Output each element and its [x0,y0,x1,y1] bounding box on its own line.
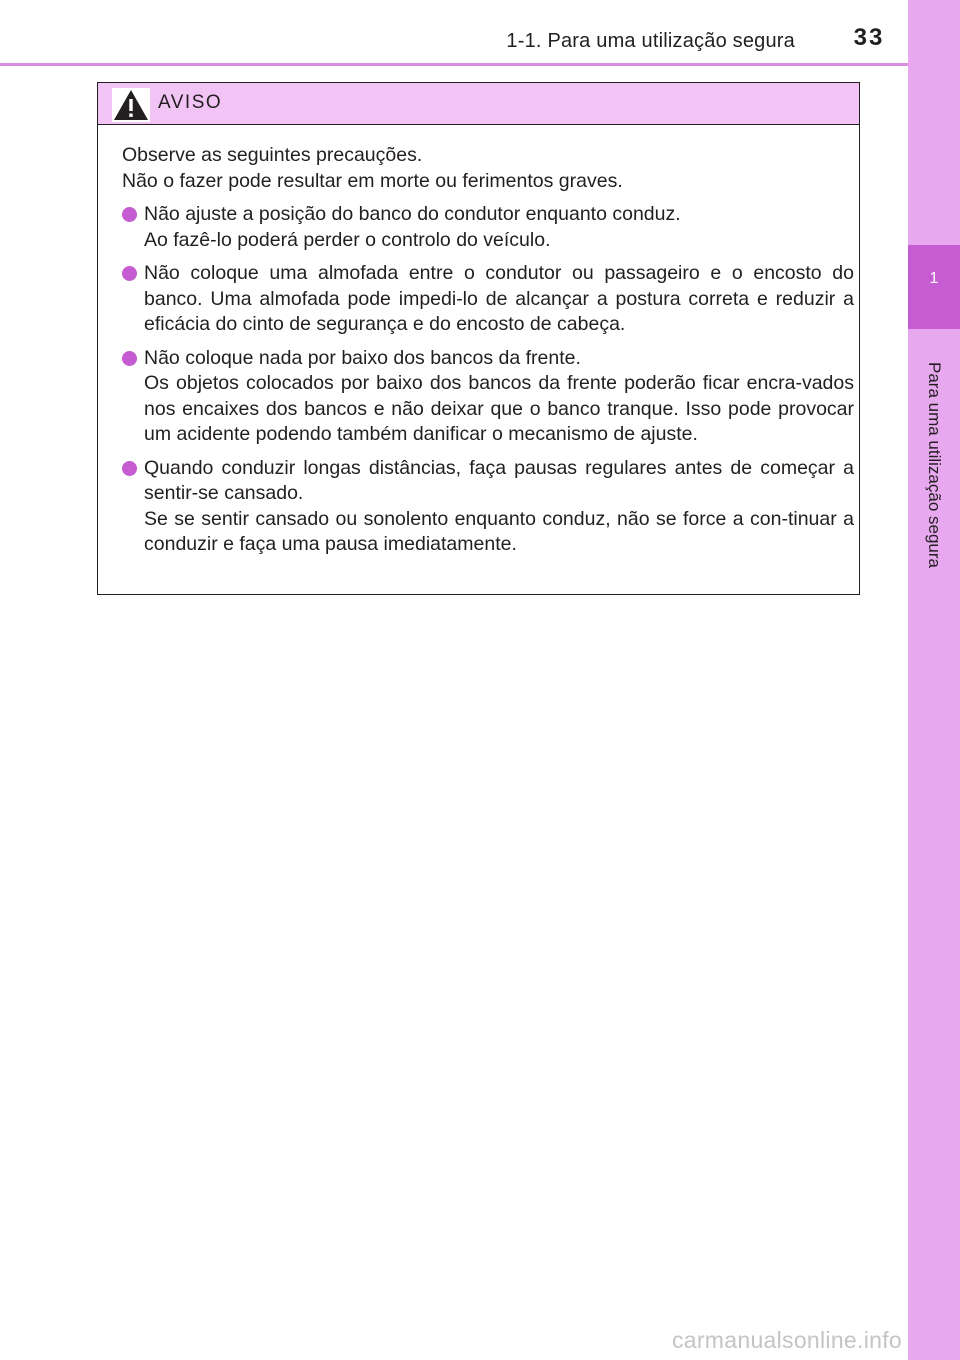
header-rule [0,63,908,66]
bullet-icon [122,461,137,476]
page-number: 33 [853,24,885,51]
precaution-list [122,202,854,558]
chapter-number: 1 [929,270,939,287]
precaution-item [122,346,854,448]
bullet-icon [122,266,137,281]
precaution-text: Não ajuste a posição do banco do condutor enquanto conduz. [144,203,681,225]
precaution-text: Se se sentir cansado ou sonolento enquanto conduz, não se force a con-tinuar a conduzir e faça uma pausa imediatamente. [144,507,854,555]
precaution-text: Quando conduzir longas distâncias, faça pausas regulares antes de começar a sentir-se cansado. [144,456,854,504]
warning-intro-line: Não o fazer pode resultar em morte ou ferimentos graves. [122,169,623,192]
precaution-text: Ao fazê-lo poderá perder o controlo do veículo. [144,228,551,251]
bullet-icon [122,207,137,222]
warning-triangle-icon [112,88,150,122]
precaution-text: Os objetos colocados por baixo dos bancos da frente poderão ficar encra-vados nos encaixes dos bancos e não deixar que o banco tranque. Isso pode provocar um acidente podendo também danificar o mecanismo de ajuste. [144,372,854,445]
watermark: carmanualsonline.info [671,1327,902,1353]
warning-box [97,82,860,595]
chapter-label: Para uma utilização segura [925,361,944,569]
warning-body [122,143,854,566]
warning-title: AVISO [158,92,223,113]
chapter-side-tab [908,0,960,1360]
warning-intro-line: Observe as seguintes precauções. [122,144,423,166]
precaution-text: Não coloque nada por baixo dos bancos da frente. [144,346,581,369]
precaution-item [122,261,854,338]
precaution-item [122,456,854,558]
bullet-icon [122,351,137,366]
precaution-text: Não coloque uma almofada entre o condutor ou passageiro e o encosto do banco. Uma almofada pode impedi-lo de alcançar a postura correta e reduzir a eficácia do cinto de segurança e do encosto de cabeça. [144,262,854,335]
precaution-item [122,202,854,253]
warning-header [98,83,859,125]
running-header: 1-1. Para uma utilização segura [506,30,795,52]
